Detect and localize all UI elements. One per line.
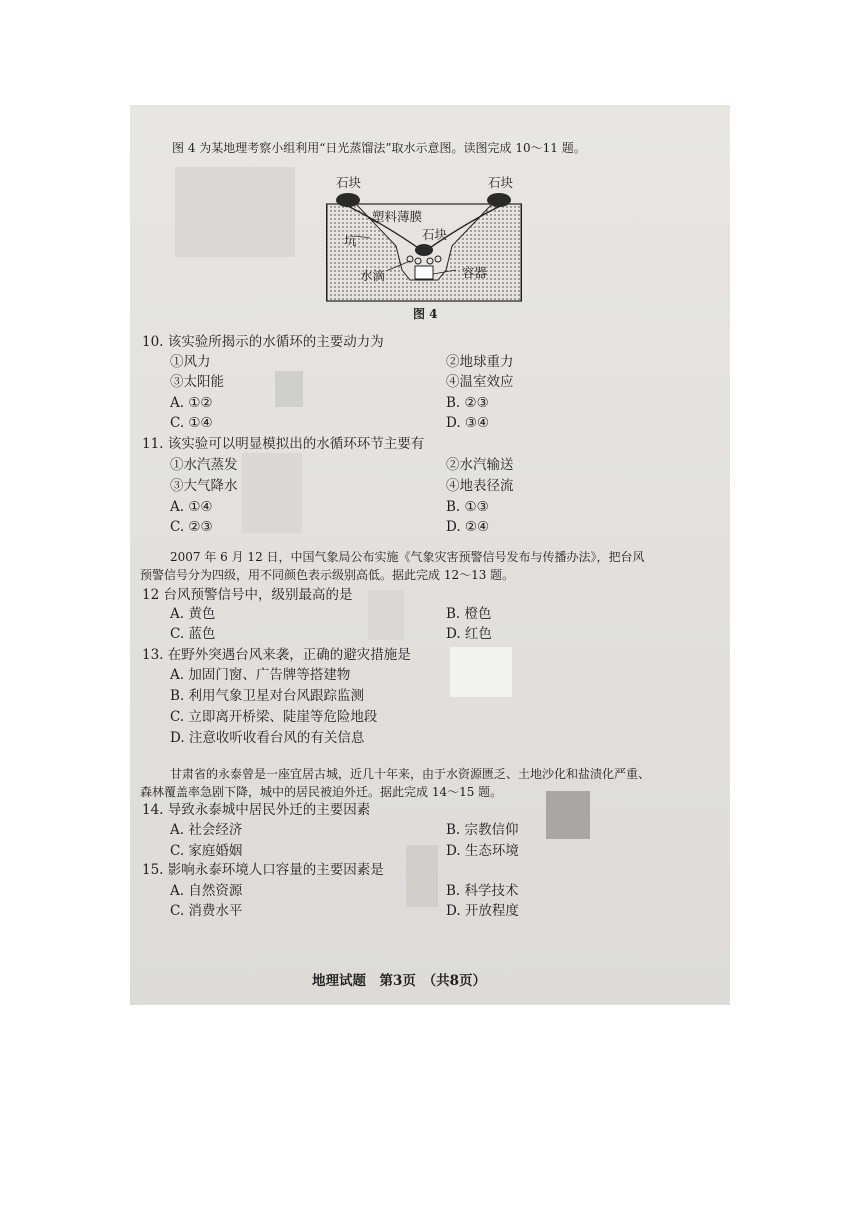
label-pit: 坑 [344, 233, 357, 248]
intro-yongtai-line-1: 甘肃省的永泰曾是一座宜居古城，近几十年来，由于水资源匮乏、土地沙化和盐渍化严重、 [170, 767, 651, 781]
q10-option-d: D. ③④ [446, 415, 490, 431]
figure-caption: 图 4 [413, 307, 438, 321]
redaction-box [546, 791, 590, 839]
label-stone-center: 石块 [422, 227, 448, 242]
question-14-stem [142, 801, 370, 819]
q15-option-a: A. 自然资源 [170, 883, 243, 899]
q13-option-c: C. 立即离开桥梁、陡崖等危险地段 [170, 709, 378, 725]
question-text: 影响永泰环境人口容量的主要因素是 [167, 862, 384, 878]
q10-item-3: ③太阳能 [170, 374, 224, 390]
question-10-stem [142, 333, 384, 351]
label-plastic-film: 塑料薄膜 [372, 209, 423, 224]
q10-option-c: C. ①④ [170, 415, 213, 431]
question-text: 导致永泰城中居民外迁的主要因素 [167, 802, 371, 818]
question-number: 14. [142, 802, 164, 818]
q11-option-c: C. ②③ [170, 519, 213, 535]
question-12-stem [142, 586, 352, 604]
figure-solar-still-diagram [326, 170, 522, 302]
q10-item-2: ②地球重力 [446, 354, 514, 370]
q14-option-d: D. 生态环境 [446, 843, 519, 859]
q12-option-a: A. 黄色 [170, 606, 216, 622]
q14-option-c: C. 家庭婚姻 [170, 843, 243, 859]
question-text: 该实验可以明显模拟出的水循环环节主要有 [167, 436, 425, 452]
q13-option-b: B. 利用气象卫星对台风跟踪监测 [170, 688, 365, 704]
bleed-through-shadow [175, 167, 295, 257]
q12-option-c: C. 蓝色 [170, 626, 216, 642]
q11-option-d: D. ②④ [446, 519, 490, 535]
question-text: 台风预警信号中，级别最高的是 [163, 587, 353, 603]
q13-option-a: A. 加固门窗、广告牌等搭建物 [170, 667, 351, 683]
question-number: 10. [142, 334, 164, 350]
redaction-box [450, 647, 512, 697]
label-stone-left: 石块 [336, 175, 362, 190]
q11-option-b: B. ①③ [446, 499, 489, 515]
q10-option-a: A. ①② [170, 395, 213, 411]
q11-item-2: ②水汽输送 [446, 457, 514, 473]
q11-item-4: ④地表径流 [446, 478, 514, 494]
page-footer: 地理试题 第3页 （共8页） [312, 973, 487, 989]
intro-figure-4: 图 4 为某地理考察小组利用“日光蒸馏法”取水示意图。读图完成 10～11 题。 [172, 141, 586, 155]
q14-option-b: B. 宗教信仰 [446, 822, 519, 838]
question-number: 12 [142, 587, 160, 603]
q15-option-c: C. 消费水平 [170, 903, 243, 919]
q10-item-4: ④温室效应 [446, 374, 514, 390]
question-number: 15. [142, 862, 164, 878]
label-stone-right: 石块 [488, 175, 514, 190]
label-container: 容器 [462, 265, 488, 280]
intro-typhoon-line-2: 预警信号分为四级，用不同颜色表示级别高低。据此完成 12～13 题。 [140, 568, 515, 582]
intro-typhoon-line-1: 2007 年 6 月 12 日，中国气象局公布实施《气象灾害预警信号发布与传播办法》，把台风 [170, 550, 645, 564]
q12-option-b: B. 橙色 [446, 606, 492, 622]
redaction-box [275, 371, 303, 407]
redaction-box [368, 590, 404, 640]
question-15-stem [142, 861, 384, 879]
redaction-box [242, 453, 302, 533]
exam-page [130, 105, 730, 1005]
question-text: 该实验所揭示的水循环的主要动力为 [167, 334, 384, 350]
question-number: 11. [142, 436, 164, 452]
q15-option-d: D. 开放程度 [446, 903, 519, 919]
intro-yongtai-line-2: 森林覆盖率急剧下降，城中的居民被迫外迁。据此完成 14～15 题。 [140, 785, 503, 799]
question-11-stem [142, 435, 424, 453]
q11-item-3: ③大气降水 [170, 478, 238, 494]
q11-item-1: ①水汽蒸发 [170, 457, 238, 473]
q10-option-b: B. ②③ [446, 395, 489, 411]
q10-item-1: ①风力 [170, 354, 211, 370]
question-number: 13. [142, 647, 164, 663]
question-text: 在野外突遇台风来袭，正确的避灾措施是 [167, 647, 411, 663]
q11-option-a: A. ①④ [170, 499, 213, 515]
q14-option-a: A. 社会经济 [170, 822, 243, 838]
q12-option-d: D. 红色 [446, 626, 492, 642]
q15-option-b: B. 科学技术 [446, 883, 519, 899]
question-13-stem [142, 646, 411, 664]
q13-option-d: D. 注意收听收看台风的有关信息 [170, 730, 365, 746]
label-water-droplet: 水滴 [360, 268, 386, 283]
redaction-box [406, 845, 438, 907]
